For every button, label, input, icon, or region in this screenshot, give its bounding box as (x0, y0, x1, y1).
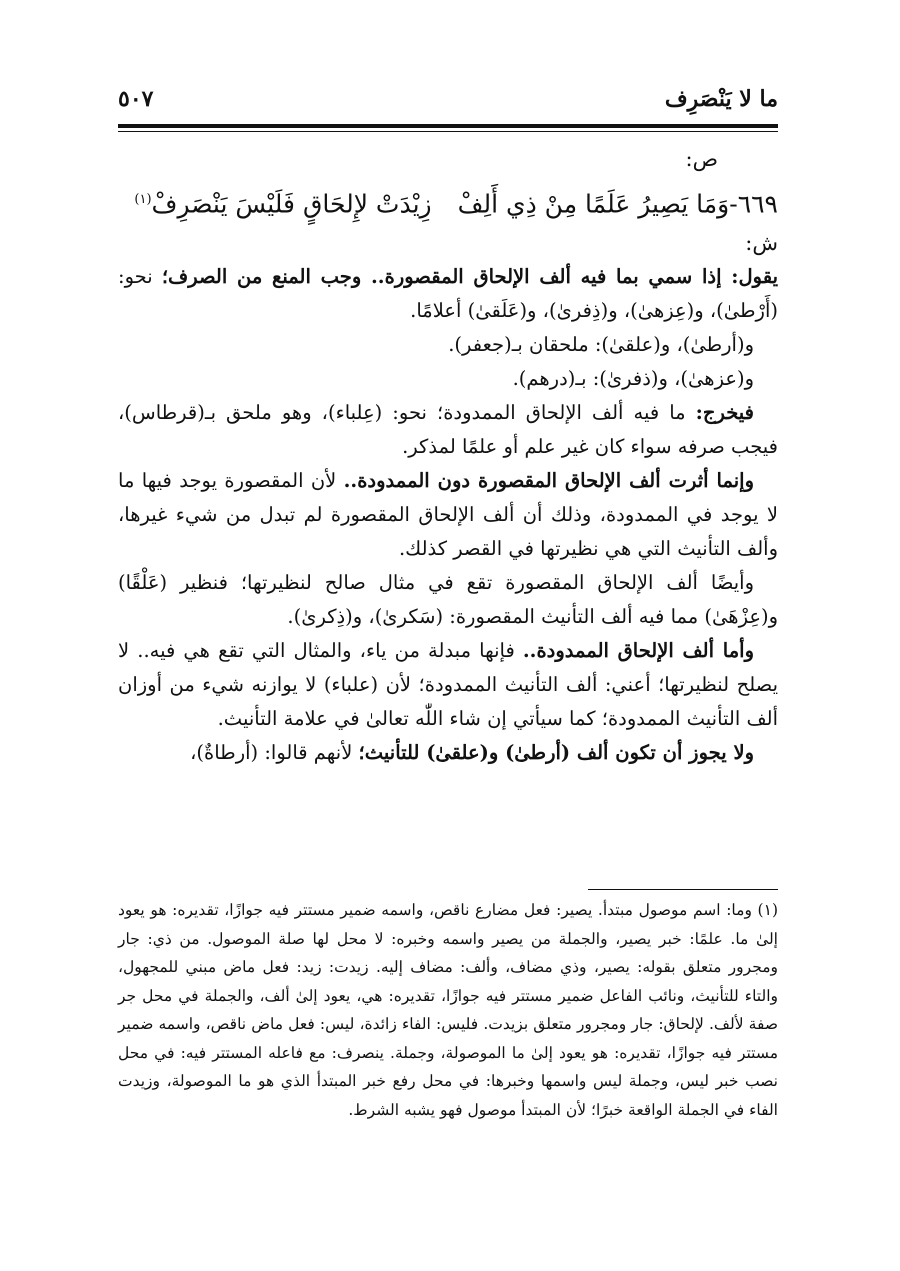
paragraph-6-text: وأيضًا ألف الإلحاق المقصورة تقع في مثال صالح لنظيرتها؛ فنظير (عَلْقًا) و(عِزْهَىٰ) مما فيه ألف التأنيث المقصورة: (سَكرىٰ)، و(ذِكرىٰ). (118, 571, 778, 629)
paragraph-1-bold: يقول: إذا سمي بما فيه ألف الإلحاق المقصورة.. وجب المنع من الصرف؛ (161, 265, 778, 289)
paragraph-8-bold: ولا يجوز أن تكون ألف (أرطىٰ) و(علقىٰ) للتأنيث؛ (358, 741, 754, 765)
text-label-shin: ش: (745, 231, 778, 256)
paragraph-7-text: فإنها مبدلة من ياء، والمثال التي تقع هي فيه.. لا يصلح لنظيرتها؛ أعني: ألف التأنيث الممدودة؛ لأن (علباء) لا يوازنه شيء من أوزان ألف التأنيث الممدودة؛ كما سيأتي إن شاء اللّٰه تعالىٰ في علامة التأنيث. (118, 639, 778, 731)
paragraph-4 (118, 396, 778, 464)
paragraph-8 (118, 736, 778, 770)
paragraph-1-text: نحو: (أَرْطىٰ)، و(عِزهىٰ)، و(ذِفرىٰ)، و(عَلَقىٰ) أعلامًا. (118, 265, 778, 323)
paragraph-5 (118, 464, 778, 566)
text-label-sad: ص: (685, 147, 718, 171)
paragraph-3 (118, 362, 778, 396)
main-content (118, 142, 778, 770)
paragraph-8-text: لأنهم قالوا: (أرطاةٌ)، (190, 741, 359, 765)
paragraph-1 (118, 260, 778, 328)
running-title: ما لا يَنْصَرِف (664, 86, 778, 112)
header-rule-thin (118, 131, 778, 132)
verse-second-hemistich: زِيْدَتْ لإِلحَاقٍ فَلَيْسَ يَنْصَرِفْ (151, 189, 432, 219)
verse-first-hemistich: وَمَا يَصِيرُ عَلَمًا مِنْ ذِي أَلِفْ (457, 189, 730, 219)
footnote-separator (588, 889, 778, 890)
paragraph-7-bold: وأما ألف الإلحاق الممدودة.. (522, 639, 754, 663)
verse-line (118, 178, 778, 226)
paragraph-6 (118, 566, 778, 634)
paragraph-2 (118, 328, 778, 362)
paragraph-7 (118, 634, 778, 736)
paragraph-5-text: لأن المقصورة يوجد فيها ما لا يوجد في الممدودة، وذلك أن ألف الإلحاق المقصورة لم تبدل من شيء غيرها، وألف التأنيث التي هي نظيرتها في القصر كذلك. (118, 469, 778, 561)
paragraph-2-text: و(أرطىٰ)، و(علقىٰ): ملحقان بـ(جعفر). (448, 333, 754, 357)
paragraph-3-text: و(عزهىٰ)، و(ذفرىٰ): بـ(درهم). (512, 367, 754, 391)
paragraph-4-text: ما فيه ألف الإلحاق الممدودة؛ نحو: (عِلباء)، وهو ملحق بـ(قرطاس)، فيجب صرفه سواء كان غير علم أو علمًا لمذكر. (118, 401, 778, 459)
header-rule-thick (118, 124, 778, 128)
page-header (118, 86, 778, 126)
footnote-ref: (١) (134, 192, 152, 207)
paragraph-5-bold: وإنما أثرت ألف الإلحاق المقصورة دون الممدودة.. (343, 469, 754, 493)
footnote: (١) وما: اسم موصول مبتدأ. يصير: فعل مضارع ناقص، واسمه ضمير مستتر فيه جوازًا، تقديره: هو يعود إلىٰ ما. علمًا: خبر يصير، والجملة من يصير واسمه وخبره: لا محل لها صلة الموصول. من ذي: جار ومجرور متعلق بقوله: يصير، وذي مضاف، وألف: مضاف إليه. زيدت: زيد: فعل ماض مبني للمجهول، والتاء للتأنيث، ونائب الفاعل ضمير مستتر فيه جوازًا، تقديره: هي، يعود إلىٰ ألف، والجملة في محل جر صفة لألف. لإلحاق: جار ومجرور متعلق بزيدت. فليس: الفاء زائدة، ليس: فعل ماض ناقص، واسمه ضمير مستتر فيه جوازًا، تقديره: هو يعود إلىٰ ما الموصولة، وجملة. ينصرف: مع فاعله المستتر فيه: في محل نصب خبر ليس، وجملة ليس واسمها وخبرها: في محل رفع خبر المبتدأ الذي هو ما الموصولة، وزيدت الفاء في الجملة الواقعة خبرًا؛ لأن المبتدأ موصول فهو يشبه الشرط. (118, 901, 778, 1119)
page-number: ٥٠٧ (118, 86, 154, 112)
verse-number: ٦٦٩- (729, 189, 778, 219)
paragraph-4-bold: فيخرج: (695, 401, 754, 425)
